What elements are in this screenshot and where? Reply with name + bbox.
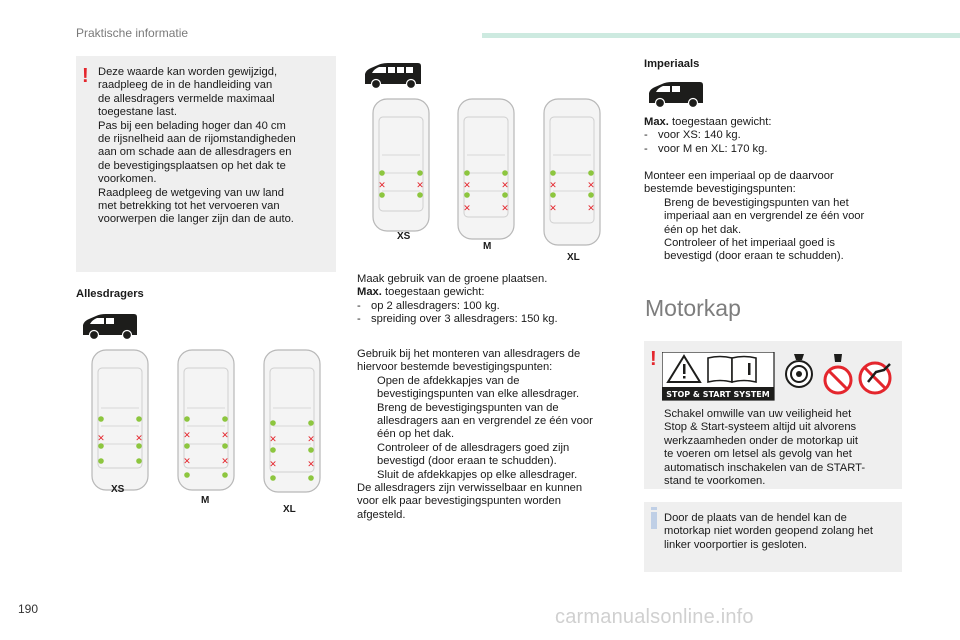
green-point	[98, 416, 104, 422]
green-point	[98, 458, 104, 464]
roof-diagram-xs	[84, 346, 156, 496]
red-point: ✕	[549, 204, 557, 214]
max-rest: toegestaan gewicht:	[381, 286, 485, 299]
max-item	[357, 313, 629, 326]
red-point: ✕	[587, 181, 595, 191]
instruction-bullet	[357, 442, 629, 469]
hood-info-text	[664, 512, 900, 552]
green-point	[222, 472, 228, 478]
hood-warning-text	[664, 408, 900, 488]
green-point	[222, 416, 228, 422]
warning-exclamation-icon: !	[82, 65, 89, 87]
warning-line: voorkomen.	[98, 173, 157, 186]
green-point	[222, 443, 228, 449]
closing-line: afgesteld.	[357, 508, 406, 521]
header-accent-bar	[482, 33, 960, 38]
green-point	[464, 170, 470, 176]
green-point	[417, 170, 423, 176]
red-point: ✕	[269, 460, 277, 470]
red-point: ✕	[463, 181, 471, 191]
green-point	[308, 447, 314, 453]
roof-diagram-xl	[536, 95, 608, 250]
size-label-m: M	[483, 241, 492, 252]
page-header-title: Praktische informatie	[76, 26, 189, 40]
green-point	[379, 192, 385, 198]
hood-warning-line: te voeren om letsel als gevolg van het	[664, 448, 852, 461]
warning-line: de allesdragers vermelde maximaal	[98, 92, 275, 105]
imperiaals-heading: Imperiaals	[644, 58, 700, 70]
max-item	[357, 300, 629, 313]
stop-start-sticker-label: STOP & START SYSTEM	[666, 390, 770, 399]
hood-warning-line: Schakel omwille van uw veiligheid het	[664, 408, 852, 420]
max-weight-line	[644, 116, 904, 129]
max-item	[644, 143, 904, 156]
info-icon	[651, 512, 657, 529]
max-item-text: voor M en XL: 170 kg.	[658, 142, 768, 155]
warning-line: Pas bij een belading hoger dan 40 cm	[98, 119, 286, 132]
mount-intro: Monteer een imperiaal op de daarvoor	[644, 170, 834, 182]
warning-line: Raadpleeg de wetgeving van uw land	[98, 186, 284, 199]
mount-intro: Gebruik bij het monteren van allesdragers de	[357, 348, 581, 360]
watermark: carmanualsonline.info	[555, 606, 754, 628]
bullet-line: Controleer of de allesdragers goed zijn	[377, 441, 570, 454]
red-point: ✕	[378, 181, 386, 191]
max-item-text: voor XS: 140 kg.	[658, 129, 741, 142]
green-point	[136, 443, 142, 449]
green-point	[270, 475, 276, 481]
bullet-line: Controleer of het imperiaal goed is	[664, 237, 836, 250]
page-number: 190	[18, 602, 39, 616]
red-point: ✕	[269, 435, 277, 445]
red-point: ✕	[587, 204, 595, 214]
green-point	[184, 443, 190, 449]
red-point: ✕	[416, 181, 424, 191]
bullet-line: bevestigingspunten van elke allesdrager.	[377, 388, 580, 401]
van-side-icon	[80, 313, 138, 341]
bullet-line: Breng de bevestigingspunten van het	[664, 196, 849, 209]
instruction-bullet	[357, 375, 629, 402]
hood-info-line: linker voorportier is gesloten.	[664, 538, 808, 551]
instruction-bullet	[357, 402, 629, 442]
red-point: ✕	[307, 435, 315, 445]
imperiaal-max-weight	[644, 116, 904, 156]
size-label-xl: XL	[567, 252, 580, 263]
hood-info-line: Door de plaats van de hendel kan de	[664, 512, 847, 524]
dash-icon: -	[357, 299, 361, 312]
red-point: ✕	[221, 431, 229, 441]
roof-diagram-m	[450, 95, 522, 245]
hood-warning-line: Stop & Start-systeem altijd uit alvorens	[664, 421, 857, 434]
green-point	[184, 416, 190, 422]
warning-line: aan om schade aan de allesdragers en	[98, 146, 292, 159]
size-label-xl: XL	[283, 504, 296, 515]
size-label-xs: XS	[397, 231, 411, 242]
green-point	[550, 192, 556, 198]
red-point: ✕	[221, 457, 229, 467]
green-point	[136, 458, 142, 464]
red-point: ✕	[307, 460, 315, 470]
red-point: ✕	[501, 181, 509, 191]
bullet-line: Breng de bevestigingspunten van de	[377, 401, 559, 414]
warning-note-text	[98, 66, 330, 227]
hood-warning-line: automatisch inschakelen van de START-	[664, 461, 866, 474]
max-item	[644, 129, 904, 142]
green-point	[417, 192, 423, 198]
size-label-m: M	[201, 495, 210, 506]
use-green-line: Maak gebruik van de groene plaatsen.	[357, 273, 548, 285]
green-point	[464, 192, 470, 198]
bullet-line: bevestigd (door eraan te schudden).	[377, 455, 557, 468]
red-point: ✕	[549, 181, 557, 191]
max-bold: Max.	[357, 286, 382, 299]
hood-info-line: motorkap niet worden geopend zolang het	[664, 525, 873, 538]
warning-exclamation-icon: !	[650, 348, 657, 370]
green-point	[588, 192, 594, 198]
mounting-instructions	[357, 348, 629, 522]
green-point	[136, 416, 142, 422]
size-label-xs: XS	[111, 484, 125, 495]
max-item-text: op 2 allesdragers: 100 kg.	[371, 299, 500, 312]
warning-line: de rijsnelheid aan de rijomstandigheden	[98, 133, 296, 146]
green-points-paragraph	[357, 273, 629, 327]
instruction-bullet	[644, 237, 904, 264]
mount-intro: hiervoor bestemde bevestigingspunten:	[357, 361, 553, 374]
dash-icon: -	[357, 313, 361, 326]
green-point	[502, 170, 508, 176]
warning-line: toegestane last.	[98, 106, 177, 119]
hood-safety-stickers	[662, 352, 898, 402]
green-point	[308, 420, 314, 426]
closing-line: De allesdragers zijn verwisselbaar en kunnen	[357, 482, 583, 495]
bullet-line: bevestigd (door eraan te schudden).	[664, 250, 844, 263]
green-point	[550, 170, 556, 176]
bullet-line: één op het dak.	[377, 428, 455, 441]
hood-warning-line: stand te voorkomen.	[664, 475, 766, 488]
warning-line: met betrekking tot het vervoeren van	[98, 200, 280, 213]
green-point	[379, 170, 385, 176]
closing-line: voor elk paar bevestigingspunten worden	[357, 495, 561, 508]
red-point: ✕	[97, 434, 105, 444]
green-point	[588, 170, 594, 176]
roof-diagram-xs	[365, 95, 437, 245]
max-weight-line	[357, 286, 629, 299]
allesdragers-heading: Allesdragers	[76, 288, 144, 300]
dash-icon: -	[644, 129, 648, 142]
green-point	[270, 447, 276, 453]
warning-line: voorwerpen die langer zijn dan de auto.	[98, 213, 294, 226]
bullet-line: imperiaal aan en vergrendel ze één voor	[664, 210, 865, 223]
red-point: ✕	[183, 457, 191, 467]
max-rest: toegestaan gewicht:	[668, 116, 772, 128]
roof-diagram-m	[170, 346, 242, 496]
van-side-icon	[362, 62, 422, 90]
bullet-line: één op het dak.	[664, 223, 742, 236]
van-side-icon	[646, 81, 704, 109]
warning-line: raadpleeg de in de handleiding van	[98, 79, 273, 92]
red-point: ✕	[135, 434, 143, 444]
green-point	[502, 192, 508, 198]
motorkap-title: Motorkap	[645, 295, 741, 321]
hood-warning-line: werkzaamheden onder de motorkap uit	[664, 434, 859, 447]
green-point	[308, 475, 314, 481]
max-item-text: spreiding over 3 allesdragers: 150 kg.	[371, 313, 558, 326]
instruction-bullet	[357, 469, 629, 482]
max-bold: Max.	[644, 116, 669, 128]
green-point	[270, 420, 276, 426]
bullet-line: allesdragers aan en vergrendel ze één voor	[377, 415, 593, 428]
warning-line: Deze waarde kan worden gewijzigd,	[98, 66, 278, 78]
dash-icon: -	[644, 142, 648, 155]
red-point: ✕	[463, 204, 471, 214]
mount-intro: bestemde bevestigingspunten:	[644, 183, 796, 196]
warning-line: de bevestigingsplaatsen op het dak te	[98, 159, 286, 172]
green-point	[98, 443, 104, 449]
red-point: ✕	[183, 431, 191, 441]
bullet-line: Sluit de afdekkapjes op elke allesdrager.	[377, 468, 578, 481]
roof-diagram-xl	[256, 346, 328, 496]
instruction-bullet	[644, 197, 904, 237]
bullet-line: Open de afdekkapjes van de	[377, 374, 520, 387]
imperiaal-instructions	[644, 170, 904, 264]
red-point: ✕	[501, 204, 509, 214]
green-point	[184, 472, 190, 478]
